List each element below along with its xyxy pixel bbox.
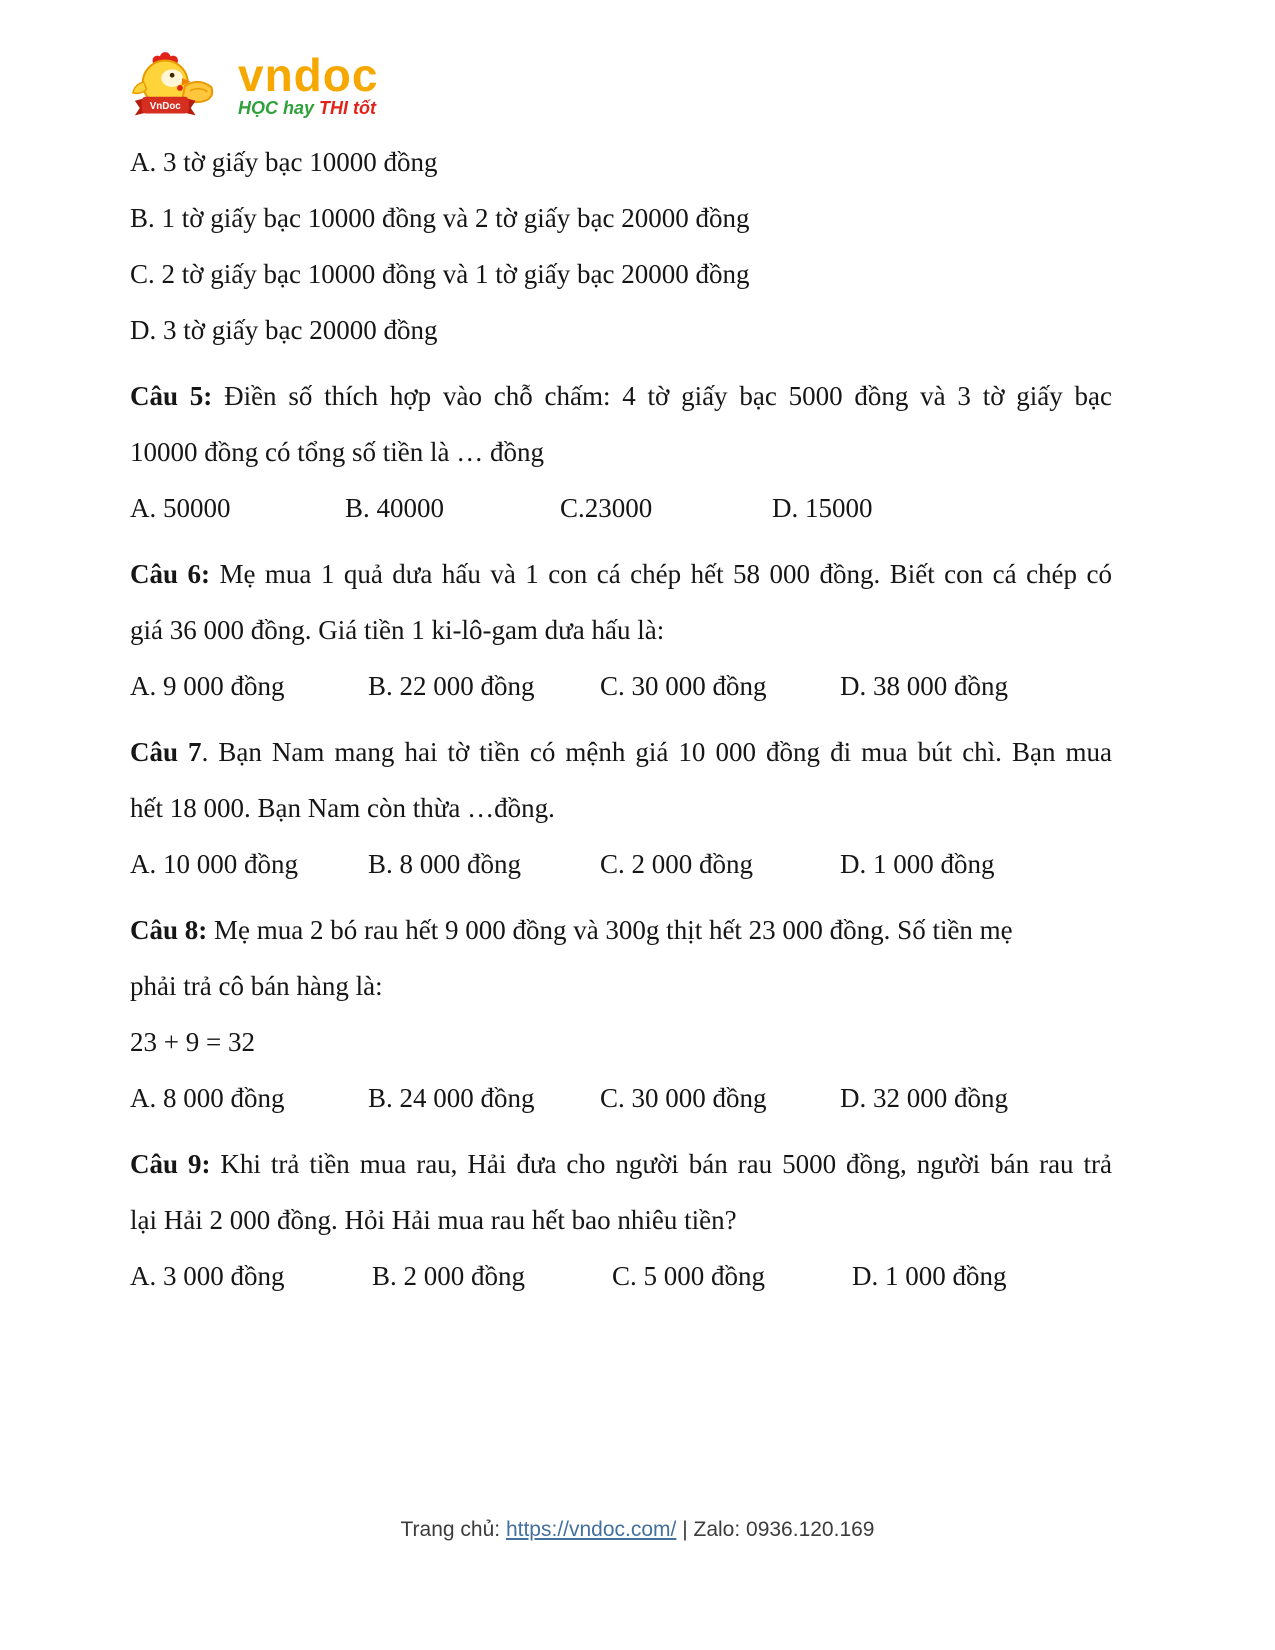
answer-option: B. 22 000 đồng (368, 671, 535, 701)
question-text-line (130, 368, 1112, 424)
question-5 (130, 368, 1112, 536)
question-text-line (130, 1136, 1112, 1192)
question-5-options (130, 480, 1112, 536)
question-7 (130, 724, 1112, 892)
answer-option: D. 1 000 đồng (840, 849, 995, 879)
question-text-line (130, 724, 1112, 780)
question-8-options (130, 1070, 1112, 1126)
question-text: . Bạn Nam mang hai tờ tiền có mệnh giá 10 000 đồng đi mua bút chì. Bạn mua (201, 737, 1112, 767)
answer-option: D. 32 000 đồng (840, 1083, 1008, 1113)
answer-option: C. 2 tờ giấy bạc 10000 đồng và 1 tờ giấy bạc 20000 đồng (130, 259, 750, 289)
answer-option: A. 8 000 đồng (130, 1083, 285, 1113)
question-label: Câu 7 (130, 737, 202, 767)
answer-option: A. 9 000 đồng (130, 671, 285, 701)
footer-suffix: | Zalo: 0936.120.169 (676, 1518, 875, 1541)
logo-wordmark (238, 49, 379, 118)
answer-option: A. 50000 (130, 493, 231, 523)
question-9-options (130, 1248, 1112, 1304)
page-footer (0, 1518, 1275, 1542)
answer-option: B. 1 tờ giấy bạc 10000 đồng và 2 tờ giấy bạc 20000 đồng (130, 203, 750, 233)
answer-option: C.23000 (560, 493, 653, 523)
question-9 (130, 1136, 1112, 1304)
vndoc-mascot-icon (128, 50, 228, 122)
question-text: Khi trả tiền mua rau, Hải đưa cho người bán rau 5000 đồng, người bán rau trả (210, 1149, 1112, 1179)
answer-option: C. 30 000 đồng (600, 671, 767, 701)
question-text: Mẹ mua 1 quả dưa hấu và 1 con cá chép hết 58 000 đồng. Biết con cá chép có (209, 559, 1112, 589)
question-label: Câu 6: (130, 559, 210, 589)
question-work-line: 23 + 9 = 32 (130, 1027, 255, 1057)
answer-option: B. 2 000 đồng (372, 1261, 526, 1291)
question-text: Mẹ mua 2 bó rau hết 9 000 đồng và 300g thịt hết 23 000 đồng. Số tiền mẹ (207, 915, 1013, 945)
question-8 (130, 902, 1112, 1126)
answer-option: D. 3 tờ giấy bạc 20000 đồng (130, 315, 438, 345)
answer-option: B. 40000 (345, 493, 445, 523)
answer-option: B. 24 000 đồng (368, 1083, 535, 1113)
answer-option: D. 38 000 đồng (840, 671, 1008, 701)
logo-tagline-green: HỌC hay (238, 97, 315, 118)
answer-option: C. 2 000 đồng (600, 849, 754, 879)
logo-tagline (238, 99, 378, 117)
question-label: Câu 5: (130, 381, 213, 411)
question-text-line: phải trả cô bán hàng là: (130, 971, 383, 1001)
answer-option: D. 1 000 đồng (852, 1261, 1007, 1291)
logo-banner-text: VnDoc (149, 101, 181, 113)
question-text-line (130, 902, 1112, 958)
answer-option: A. 10 000 đồng (130, 849, 298, 879)
question-7-options (130, 836, 1112, 892)
question-text-line (130, 546, 1112, 602)
answer-option: A. 3 000 đồng (130, 1261, 285, 1291)
question-text-line: hết 18 000. Bạn Nam còn thừa …đồng. (130, 793, 555, 823)
question-text-line: giá 36 000 đồng. Giá tiền 1 ki-lô-gam dưa hấu là: (130, 615, 665, 645)
answer-option: A. 3 tờ giấy bạc 10000 đồng (130, 147, 438, 177)
question-6 (130, 546, 1112, 714)
question-6-options (130, 658, 1112, 714)
question-text-line: lại Hải 2 000 đồng. Hỏi Hải mua rau hết bao nhiêu tiền? (130, 1205, 737, 1235)
footer-prefix: Trang chủ: (400, 1518, 506, 1541)
question-text-line: 10000 đồng có tổng số tiền là … đồng (130, 437, 544, 467)
quiz-content (130, 134, 1112, 1304)
answer-option: C. 30 000 đồng (600, 1083, 767, 1113)
logo-tagline-red: THI tốt (319, 97, 377, 118)
vndoc-logo (128, 50, 378, 122)
answer-option: D. 15000 (772, 493, 873, 523)
logo-brand-text: vndoc (238, 49, 379, 102)
homepage-link[interactable]: https://vndoc.com/ (505, 1518, 677, 1541)
question-4-options (130, 134, 1112, 358)
answer-option: B. 8 000 đồng (368, 849, 522, 879)
question-text: Điền số thích hợp vào chỗ chấm: 4 tờ giấy bạc 5000 đồng và 3 tờ giấy bạc (212, 381, 1112, 411)
answer-option: C. 5 000 đồng (612, 1261, 766, 1291)
question-label: Câu 8: (130, 915, 208, 945)
question-label: Câu 9: (130, 1149, 211, 1179)
